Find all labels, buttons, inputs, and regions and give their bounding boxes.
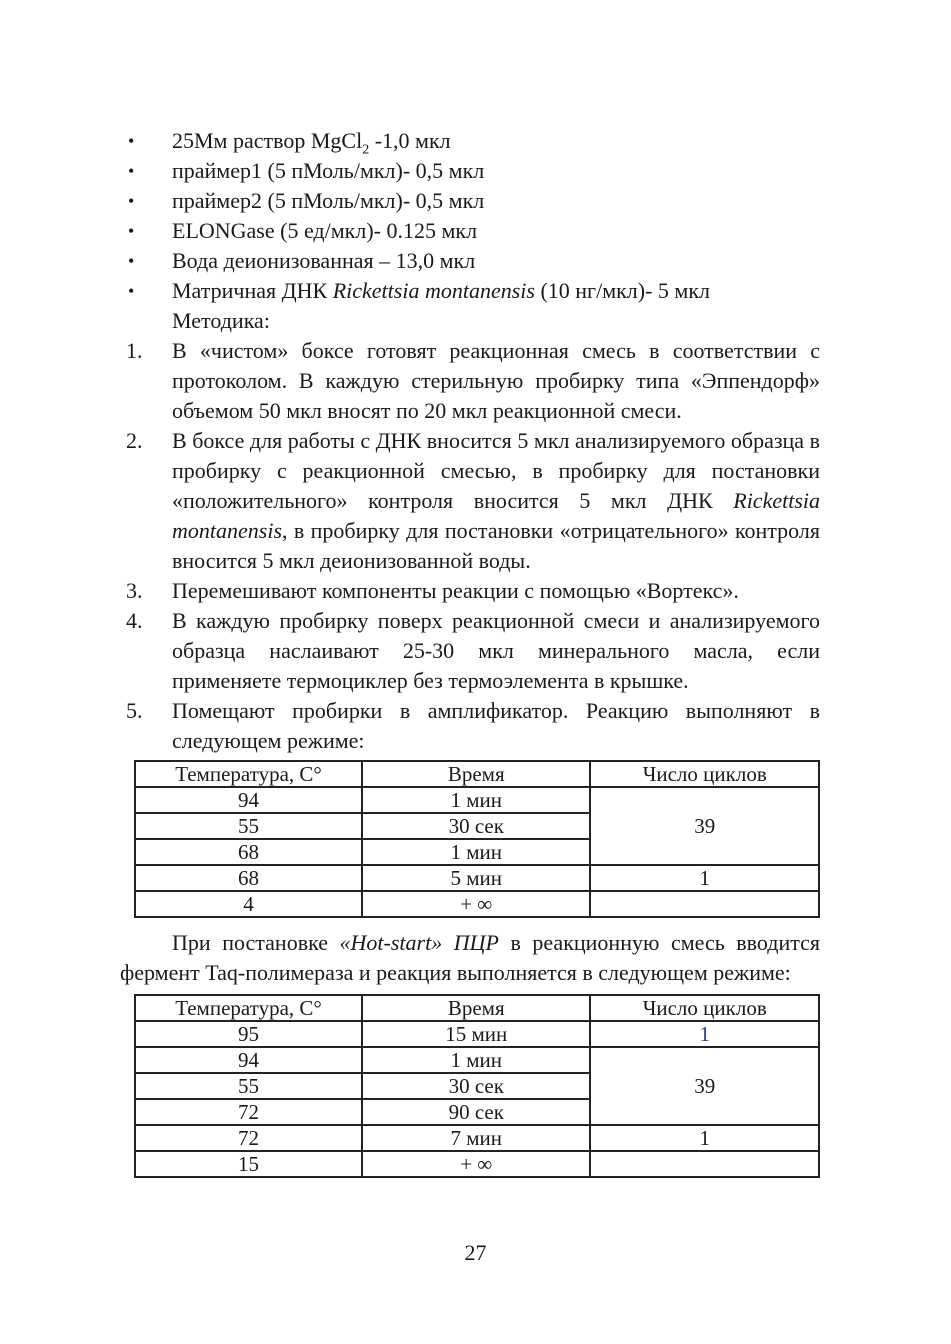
bullet-text: праймер2 (5 пМоль/мкл)- 0,5 мкл: [172, 188, 485, 213]
table-cell: + ∞: [362, 1151, 590, 1177]
step-item: [120, 336, 820, 426]
bullet-text-part: (10 нг/мкл)- 5 мкл: [534, 278, 711, 303]
step-text: В каждую пробирку поверх реакционной смеси и анализируемого образца наслаивают 25-30 мкл минерального масла, если применяете термоциклер без термоэлемента в крышке.: [172, 608, 820, 693]
bullet-text-part: -1,0 мкл: [369, 128, 451, 153]
bullet-marker: •: [128, 191, 135, 211]
table-cell: 39: [590, 787, 819, 865]
table-cell: 7 мин: [362, 1125, 590, 1151]
step-number: 1.: [126, 338, 143, 363]
table-cell: [590, 891, 819, 917]
bullet-item: [120, 156, 820, 186]
table-cell: 55: [135, 1073, 362, 1099]
table-cell: 1: [590, 1125, 819, 1151]
paragraph-text-part: При постановке: [172, 930, 340, 955]
table-cell: 1: [590, 865, 819, 891]
bullet-text: [172, 126, 820, 156]
table-header-row: [135, 761, 819, 787]
table-cell: 30 сек: [362, 1073, 590, 1099]
bullet-text-part: Матричная ДНК: [172, 278, 333, 303]
method-label: Методика:: [172, 308, 270, 333]
table-header-cell: Температура, С°: [135, 761, 362, 787]
step-text-part: В боксе для работы с ДНК вносится 5 мкл анализируемого образца в пробирку с реакционной смесью, в пробирку для постановки «положительного» контроля вносится 5 мкл ДНК: [172, 428, 820, 513]
bullet-text: Вода деионизованная – 13,0 мкл: [172, 248, 476, 273]
table-cell: 68: [135, 865, 362, 891]
table-cell: 1 мин: [362, 1047, 590, 1073]
paragraph-italic: «Hot-start» ПЦР: [339, 930, 499, 955]
bullet-item: [120, 186, 820, 216]
table-header-cell: Температура, С°: [135, 995, 362, 1021]
step-item: [120, 606, 820, 696]
table-cell: 72: [135, 1125, 362, 1151]
table-cell: 1 мин: [362, 787, 590, 813]
table-cell: 1: [590, 1021, 819, 1047]
bullet-item: [120, 126, 820, 156]
species-name: Rickettsia montanensis: [332, 278, 535, 303]
step-text: Перемешивают компоненты реакции с помощью «Вортекс».: [172, 578, 739, 603]
subscript: 2: [362, 142, 370, 158]
table-cell: 39: [590, 1047, 819, 1125]
table-cell: 94: [135, 1047, 362, 1073]
step-text: [172, 426, 820, 576]
table-cell: 95: [135, 1021, 362, 1047]
table-row: [135, 1125, 819, 1151]
table-header-cell: Время: [362, 761, 590, 787]
table-header-cell: Время: [362, 995, 590, 1021]
table-cell: 68: [135, 839, 362, 865]
table-cell: 90 сек: [362, 1099, 590, 1125]
page-number: 27: [464, 1240, 487, 1265]
step-item: [120, 696, 820, 756]
bullet-marker: •: [128, 281, 135, 301]
step-text: Помещают пробирки в амплификатор. Реакцию выполняют в следующем режиме:: [172, 698, 820, 753]
step-number: 2.: [126, 428, 143, 453]
table-row: [135, 891, 819, 917]
step-number: 5.: [126, 698, 143, 723]
table-row: [135, 1047, 819, 1073]
bullet-item: [120, 216, 820, 246]
table-row: [135, 1021, 819, 1047]
table-cell: 30 сек: [362, 813, 590, 839]
bullet-text: [172, 276, 820, 306]
hotstart-paragraph: [120, 928, 820, 988]
bullet-text: ELONGase (5 ед/мкл)- 0.125 мкл: [172, 218, 478, 243]
bullet-marker: •: [128, 161, 135, 181]
table-row: [135, 1151, 819, 1177]
pcr-table-1: [134, 760, 820, 918]
table-cell: 1 мин: [362, 839, 590, 865]
table-cell: 72: [135, 1099, 362, 1125]
table-cell: 15: [135, 1151, 362, 1177]
page-content: [120, 126, 820, 1178]
table-cell: 94: [135, 787, 362, 813]
bullet-marker: •: [128, 251, 135, 271]
bullet-item: [120, 246, 820, 276]
table-cell: + ∞: [362, 891, 590, 917]
bullet-marker: •: [128, 131, 135, 151]
table-cell: 15 мин: [362, 1021, 590, 1047]
table-row: [135, 865, 819, 891]
step-item: [120, 576, 820, 606]
step-number: 4.: [126, 608, 143, 633]
table-cell: [590, 1151, 819, 1177]
bullet-marker: •: [128, 221, 135, 241]
step-item: [120, 426, 820, 576]
bullet-text-part: 25Мм раствор MgCl: [172, 128, 363, 153]
table-header-cell: Число циклов: [590, 995, 819, 1021]
step-text: В «чистом» боксе готовят реакционная смесь в соответствии с протоколом. В каждую стерильную пробирку типа «Эппендорф» объемом 50 мкл вносят по 20 мкл реакционной смеси.: [172, 338, 820, 423]
table-header-cell: Число циклов: [590, 761, 819, 787]
step-number: 3.: [126, 578, 143, 603]
step-text-part: , в пробирку для постановки «отрицательного» контроля вносится 5 мкл деионизованной воды.: [172, 518, 820, 573]
table-header-row: [135, 995, 819, 1021]
pcr-table-2: [134, 994, 820, 1178]
table-cell: 55: [135, 813, 362, 839]
species-name: Rickettsia montanensis: [172, 488, 820, 543]
table-row: [135, 787, 819, 813]
paragraph-text-part: в реакционную смесь вводится фермент Taq-полимераза и реакция выполняется в следующем режиме:: [120, 930, 820, 985]
table-cell: 5 мин: [362, 865, 590, 891]
bullet-text: праймер1 (5 пМоль/мкл)- 0,5 мкл: [172, 158, 485, 183]
bullet-item: [120, 276, 820, 306]
table-cell: 4: [135, 891, 362, 917]
